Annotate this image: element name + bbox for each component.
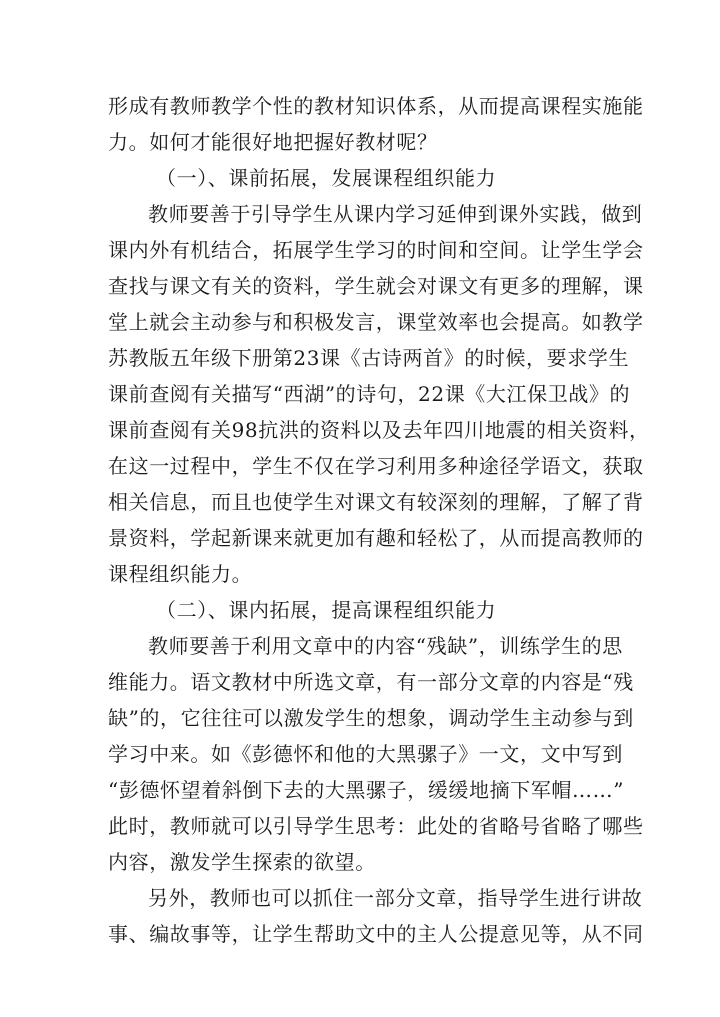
text-line: “彭德怀望着斜倒下去的大黑骡子，缓缓地摘下军帽……” <box>108 778 625 802</box>
paragraph-start: 另外，教师也可以抓住一部分文章，指导学生进行讲故 <box>148 886 643 910</box>
paragraph-start: 教师要善于引导学生从课内学习延伸到课外实践，做到 <box>148 202 643 226</box>
text-line: 在这一过程中，学生不仅在学习利用多种途径学语文，获取 <box>108 454 644 478</box>
text-line: 堂上就会主动参与和积极发言，课堂效率也会提高。如教学 <box>108 310 644 334</box>
text-line: 课内外有机结合，拓展学生学习的时间和空间。让学生学会 <box>108 238 644 262</box>
text-line: 维能力。语文教材中所选文章，有一部分文章的内容是“残 <box>108 670 634 694</box>
text-line: 事、编故事等，让学生帮助文中的主人公提意见等，从不同 <box>108 922 644 946</box>
text-line: 相关信息，而且也使学生对课文有较深刻的理解，了解了背 <box>108 490 644 514</box>
text-line: 形成有教师教学个性的教材知识体系，从而提高课程实施能 <box>108 94 644 118</box>
section-heading: （一）、课前拓展，发展课程组织能力 <box>156 166 497 190</box>
text-line: 课前查阅有关描写“西湖”的诗句，22课《大江保卫战》的 <box>108 382 631 406</box>
text-line: 课前查阅有关98抗洪的资料以及去年四川地震的相关资料， <box>108 418 650 442</box>
text-line: 景资料，学起新课来就更加有趣和轻松了，从而提高教师的 <box>108 526 644 550</box>
paragraph-start: 教师要善于利用文章中的内容“残缺”，训练学生的思 <box>148 634 623 658</box>
text-line: 力。如何才能很好地把握好教材呢？ <box>108 130 438 154</box>
text-line: 查找与课文有关的资料，学生就会对课文有更多的理解，课 <box>108 274 644 298</box>
text-line: 此时，教师就可以引导学生思考：此处的省略号省略了哪些 <box>108 814 644 838</box>
text-line: 苏教版五年级下册第23课《古诗两首》的时候，要求学生 <box>108 346 630 370</box>
text-line: 课程组织能力。 <box>108 562 253 586</box>
text-line: 缺”的，它往往可以激发学生的想象，调动学生主动参与到 <box>108 706 634 730</box>
text-line: 学习中来。如《彭德怀和他的大黑骡子》一文，文中写到 <box>108 742 623 766</box>
section-heading: （二）、课内拓展，提高课程组织能力 <box>156 598 497 622</box>
document-body <box>108 88 650 952</box>
text-line: 内容，激发学生探索的欲望。 <box>108 850 376 874</box>
